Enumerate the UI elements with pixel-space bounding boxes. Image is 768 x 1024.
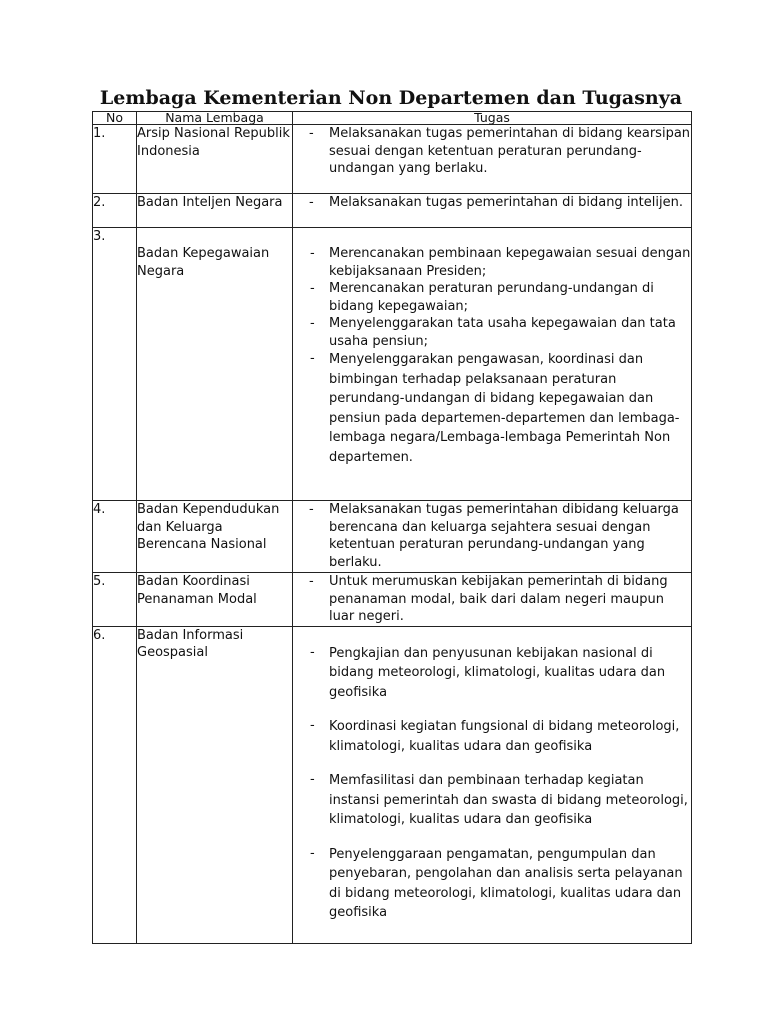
table-row bbox=[93, 501, 692, 573]
tugas-text: Menyelenggarakan pengawasan, koordinasi dan bimbingan terhadap pelaksanaan peraturan perundang-undangan di bidang kepegawaian dan pensiun pada departemen-departemen dan lembaga-lembaga negara/Lembaga-lembaga Pemerintah Non departemen. bbox=[329, 352, 680, 465]
tugas-text: Penyelenggaraan pengamatan, pengumpulan dan penyebaran, pengolahan dan analisis serta pelayanan di bidang meteorologi, klimatologi, kualitas udara dan geofisika bbox=[329, 846, 683, 920]
nama-lembaga: Arsip Nasional Republik Indonesia bbox=[137, 125, 293, 194]
header-tugas: Tugas bbox=[293, 112, 692, 125]
header-nama-lembaga: Nama Lembaga bbox=[137, 112, 293, 125]
table-row bbox=[93, 626, 692, 943]
tugas-cell bbox=[293, 626, 692, 943]
row-number: 5. bbox=[93, 573, 137, 627]
dash-bullet: - bbox=[310, 316, 315, 331]
tugas-text: Merencanakan pembinaan kepegawaian sesuai dengan kebijaksanaan Presiden; bbox=[329, 246, 691, 279]
nama-lembaga: Badan Inteljen Negara bbox=[137, 194, 293, 228]
tugas-cell bbox=[293, 194, 692, 228]
row-number: 4. bbox=[93, 501, 137, 573]
table-header-row bbox=[93, 112, 692, 125]
table-row bbox=[93, 194, 692, 228]
tugas-item bbox=[293, 501, 691, 571]
dash-bullet: - bbox=[310, 718, 315, 733]
tugas-item bbox=[293, 644, 691, 703]
tugas-text: Melaksanakan tugas pemerintahan dibidang keluarga berencana dan keluarga sejahtera sesuai dengan ketentuan peraturan perundang-undangan yang berlaku. bbox=[329, 502, 679, 570]
nama-lembaga: Badan Koordinasi Penanaman Modal bbox=[137, 573, 293, 627]
dash-bullet: - bbox=[310, 772, 315, 787]
tugas-cell bbox=[293, 125, 692, 194]
row-number: 2. bbox=[93, 194, 137, 228]
table-row bbox=[93, 573, 692, 627]
tugas-text: Menyelenggarakan tata usaha kepegawaian dan tata usaha pensiun; bbox=[329, 316, 676, 349]
tugas-item bbox=[293, 573, 691, 626]
tugas-text: Memfasilitasi dan pembinaan terhadap kegiatan instansi pemerintah dan swasta di bidang meteorologi, klimatologi, kualitas udara dan geofisika bbox=[329, 773, 688, 827]
tugas-item bbox=[293, 245, 691, 280]
tugas-text: Melaksanakan tugas pemerintahan di bidang intelijen. bbox=[329, 195, 683, 210]
table-row bbox=[93, 228, 692, 501]
tugas-item bbox=[293, 717, 691, 756]
lembaga-table bbox=[92, 111, 692, 944]
dash-bullet: - bbox=[310, 351, 315, 366]
dash-bullet: - bbox=[310, 845, 315, 861]
nama-lembaga: Badan Kependudukan dan Keluarga Berencana Nasional bbox=[137, 501, 293, 573]
header-no: No bbox=[93, 112, 137, 125]
dash-bullet: - bbox=[310, 246, 315, 261]
nama-lembaga bbox=[137, 228, 293, 501]
tugas-cell bbox=[293, 228, 692, 501]
table-row bbox=[93, 125, 692, 194]
tugas-cell bbox=[293, 573, 692, 627]
tugas-item bbox=[293, 350, 691, 467]
dash-bullet: - bbox=[309, 126, 314, 141]
tugas-text: Untuk merumuskan kebijakan pemerintah di bidang penanaman modal, baik dari dalam negeri maupun luar negeri. bbox=[329, 574, 668, 624]
document-title: Lembaga Kementerian Non Departemen dan Tugasnya bbox=[99, 87, 683, 109]
tugas-text: Merencanakan peraturan perundang-undangan di bidang kepegawaian; bbox=[329, 281, 654, 314]
dash-bullet: - bbox=[310, 281, 315, 296]
dash-bullet: - bbox=[309, 574, 314, 589]
tugas-text: Koordinasi kegiatan fungsional di bidang meteorologi, klimatologi, kualitas udara dan geofisika bbox=[329, 719, 680, 754]
tugas-item bbox=[293, 280, 691, 315]
row-number: 1. bbox=[93, 125, 137, 194]
tugas-text: Melaksanakan tugas pemerintahan di bidang kearsipan sesuai dengan ketentuan peraturan perundang-undangan yang berlaku. bbox=[329, 126, 691, 176]
tugas-item bbox=[293, 194, 691, 212]
tugas-item bbox=[293, 315, 691, 350]
tugas-item bbox=[293, 771, 691, 830]
tugas-item bbox=[293, 125, 691, 178]
row-number: 3. bbox=[93, 228, 137, 501]
dash-bullet: - bbox=[309, 502, 314, 517]
tugas-item bbox=[293, 845, 691, 923]
dash-bullet: - bbox=[309, 195, 314, 210]
nama-lembaga: Badan Informasi Geospasial bbox=[137, 626, 293, 943]
row-number: 6. bbox=[93, 626, 137, 943]
tugas-text: Pengkajian dan penyusunan kebijakan nasional di bidang meteorologi, klimatologi, kualitas udara dan geofisika bbox=[329, 645, 666, 700]
dash-bullet: - bbox=[310, 644, 315, 660]
nama-lembaga-text: Badan Kepegawaian Negara bbox=[137, 246, 270, 279]
tugas-cell bbox=[293, 501, 692, 573]
